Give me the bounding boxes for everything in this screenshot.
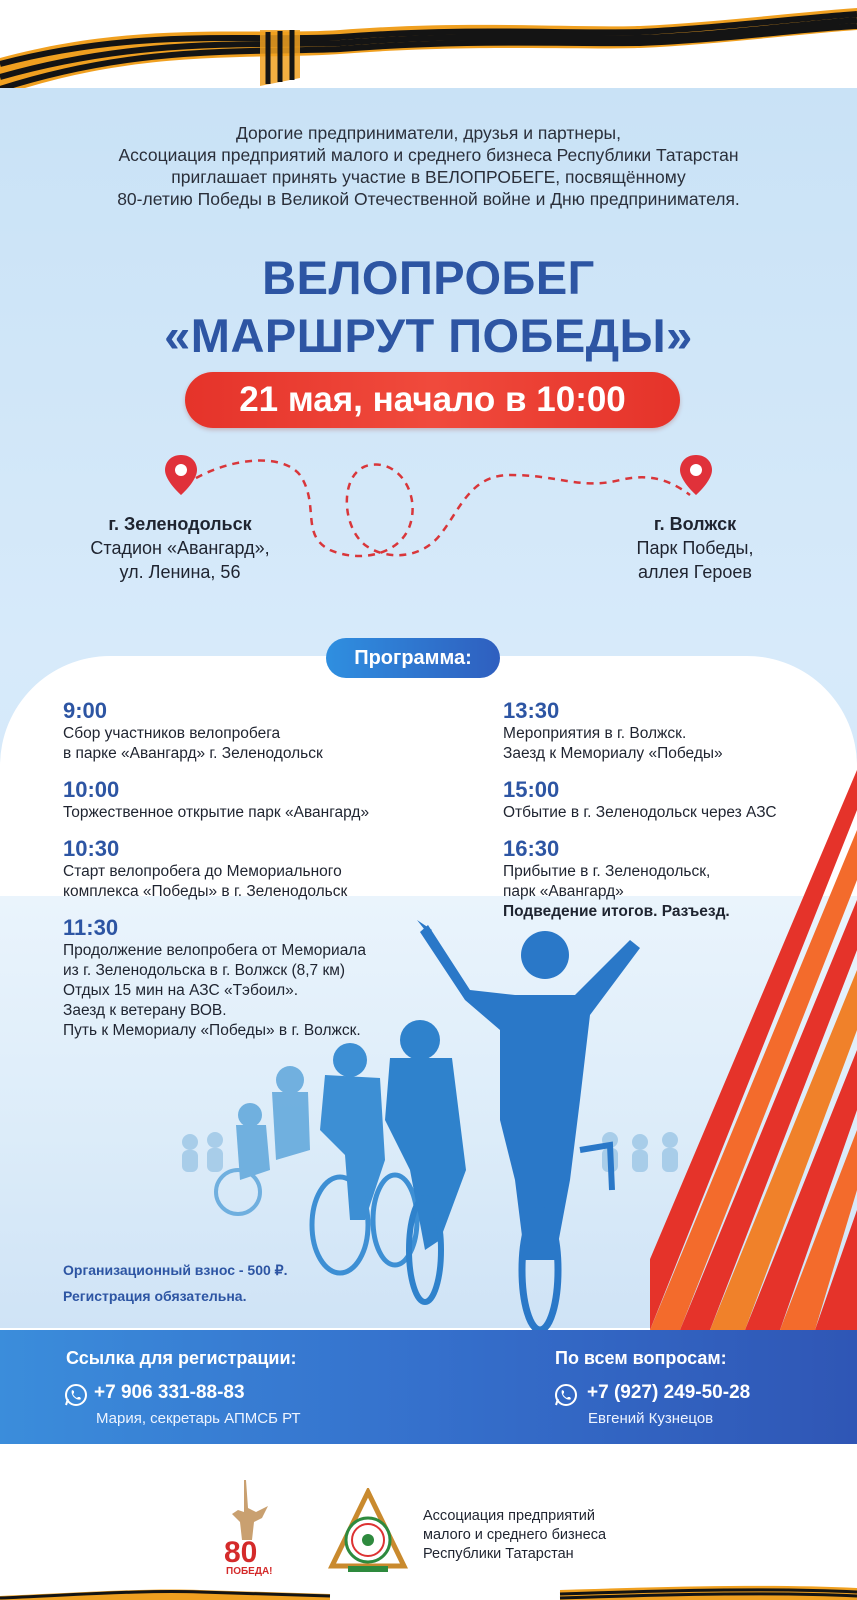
program-item [503,698,723,764]
program-item [503,777,777,823]
questions-contact-name: Евгений Кузнецов [588,1410,714,1427]
pin-start-icon [165,455,197,495]
start-city: г. Зеленодольск [108,514,252,534]
end-address-line: аллея Героев [638,562,752,582]
program-desc: Отбытие в г. Зеленодольск через АЗС [503,804,777,821]
intro-line: 80-летию Победы в Великой Отечественной войне и Дню предпринимателя. [117,189,740,209]
end-address-line: Парк Победы, [636,538,754,558]
registration-phone[interactable]: +7 906 331-88-83 [94,1382,245,1403]
contact-bar [0,1330,857,1444]
program-time: 11:30 [63,915,119,940]
program-desc-bold: Подведение итогов. Разъезд. [503,903,730,920]
program-desc: Заезд к Мемориалу «Победы» [503,745,723,762]
whatsapp-icon[interactable] [554,1383,578,1407]
end-city: г. Волжск [653,514,737,534]
program-desc: Прибытие в г. Зеленодольск, [503,863,711,880]
pin-end-icon [680,455,712,495]
program-desc: комплекса «Победы» в г. Зеленодольск [63,883,348,900]
start-address-line: ул. Ленина, 56 [119,562,241,582]
program-desc: в парке «Авангард» г. Зеленодольск [63,745,323,762]
start-address-line: Стадион «Авангард», [90,538,270,558]
association-logo [328,1488,408,1576]
whatsapp-icon[interactable] [64,1383,88,1407]
program-desc: Старт велопробега до Мемориального [63,863,342,880]
program-item [63,836,347,902]
victory-80-logo [222,1478,280,1576]
logo-80-subtext: ПОБЕДА! [226,1566,273,1576]
association-name-line: Республики Татарстан [423,1546,574,1562]
intro-text [30,122,827,210]
intro-line: приглашает принять участие в ВЕЛОПРОБЕГЕ, посвящённому [171,167,686,187]
program-time: 9:00 [63,698,108,723]
intro-line: Дорогие предприниматели, друзья и партнеры, [235,123,621,143]
registration-required: Регистрация обязательна. [63,1288,247,1304]
program-desc: Торжественное открытие парк «Авангард» [63,804,370,821]
program-desc: Мероприятия в г. Волжск. [503,725,687,742]
program-desc: парк «Авангард» [503,883,624,900]
program-item [503,836,730,922]
fee-note [63,1257,287,1309]
fee-line: Организационный взнос - 500 ₽. [63,1262,288,1278]
program-time: 10:30 [63,836,120,861]
program-time: 13:30 [503,698,560,723]
program-desc: Заезд к ветерану ВОВ. [63,1002,227,1019]
program-time: 10:00 [63,777,120,802]
program-desc: из г. Зеленодольска в г. Волжск (8,7 км) [63,962,346,979]
program-desc: Продолжение велопробега от Мемориала [63,942,366,959]
program-desc: Путь к Мемориалу «Победы» в г. Волжск. [63,1022,361,1039]
route-start [65,512,295,584]
st-george-ribbon-bottom [0,1582,857,1600]
registration-heading: Ссылка для регистрации: [66,1348,297,1368]
program-time: 15:00 [503,777,560,802]
program-item [63,777,369,823]
program-desc: Отдых 15 мин на АЗС «Тэбоил». [63,982,299,999]
association-name-line: Ассоциация предприятий [423,1508,595,1524]
st-george-ribbon-top [0,0,857,100]
program-desc: Сбор участников велопробега [63,725,281,742]
program-item [63,915,366,1041]
route-end [610,512,780,584]
logo-80-text: 80 [224,1536,258,1569]
association-name [423,1507,606,1564]
association-name-line: малого и среднего бизнеса [423,1527,607,1543]
questions-phone[interactable]: +7 (927) 249-50-28 [587,1382,751,1403]
registration-contact-name: Мария, секретарь АПМСБ РТ [96,1410,301,1427]
questions-heading: По всем вопросам: [555,1348,727,1368]
program-item [63,698,323,764]
program-time: 16:30 [503,836,560,861]
event-title-line2: «МАРШРУТ ПОБЕДЫ» [164,309,693,362]
date-badge: 21 мая, начало в 10:00 [185,372,680,428]
event-title-line1: ВЕЛОПРОБЕГ [262,251,595,304]
intro-line: Ассоциация предприятий малого и среднего бизнеса Республики Татарстан [118,145,739,165]
program-label: Программа: [326,638,500,678]
